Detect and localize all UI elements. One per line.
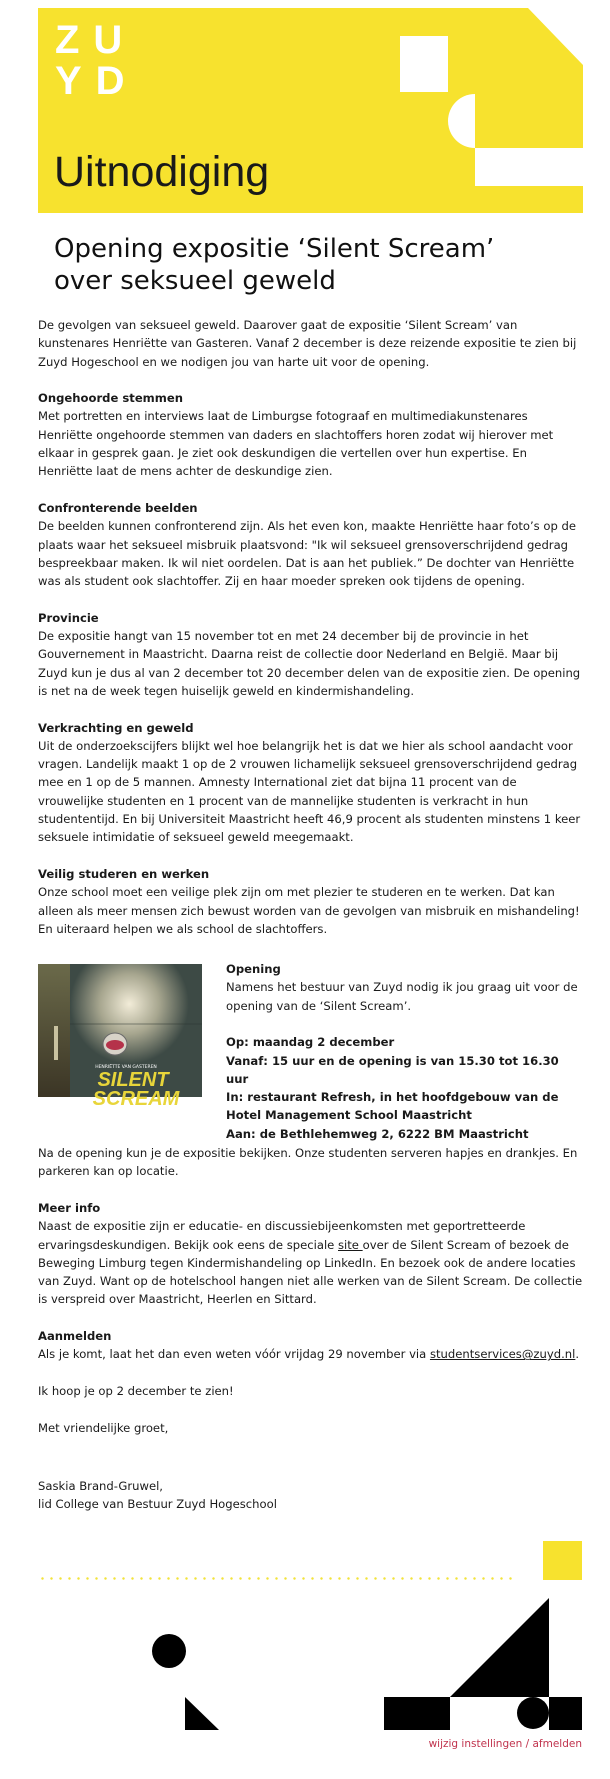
poster-artist-label: HENRIËTTE VAN GASTEREN xyxy=(95,1065,157,1071)
footer-link-separator: / xyxy=(522,1738,533,1750)
meer-info-text-before: Naast de expositie zijn er educatie- en discussiebijeenkomsten met geportretteerde ervaringsdeskundigen. Bekijk ook eens de speciale xyxy=(38,1219,526,1252)
section-text: Met portretten en interviews laat de Limburgse fotograaf en multimediakunstenares Henriëtte ongehoorde stemmen van daders en slachtoffers horen zodat wij hierover met elkaar in gesprek gaan. Je ziet ook deskundigen die vertellen over hun expertise. En Henriëtte laat de mens achter de deskundige zien. xyxy=(38,409,554,479)
footer-circle-icon xyxy=(152,1634,186,1668)
opening-address: Aan: de Bethlehemweg 2, 6222 BM Maastricht xyxy=(226,1126,529,1141)
section-text xyxy=(38,1345,583,1363)
closing-hope: Ik hoop je op 2 december te zien! xyxy=(38,1383,234,1398)
change-settings-link[interactable]: wijzig instellingen xyxy=(428,1738,523,1750)
decorative-square-icon xyxy=(400,36,448,92)
section-heading: Verkrachting en geweld xyxy=(38,720,194,735)
section-aanmelden xyxy=(38,1327,583,1364)
poster-door-handle xyxy=(54,1026,58,1060)
opening-date: Op: maandag 2 december xyxy=(226,1035,395,1050)
intro-paragraph: De gevolgen van seksueel geweld. Daarover gaat de expositie ‘Silent Scream’ van kunstenares Henriëtte van Gasteren. Vanaf 2 december is deze reizende expositie te zien bij Zuyd Hogeschool en we nodigen jou van harte uit voor de opening. xyxy=(38,318,577,369)
email-link[interactable]: studentservices@zuyd.nl xyxy=(429,1347,576,1362)
signature-role: lid College van Bestuur Zuyd Hogeschool xyxy=(38,1497,277,1512)
after-opening-paragraph: Na de opening kun je de expositie bekijken. Onze studenten serveren hapjes en drankjes. En parkeren kan op locatie. xyxy=(38,1146,578,1179)
opening-time: Vanaf: 15 uur en de opening is van 15.30 tot 16.30 uur xyxy=(226,1053,559,1086)
signature-name: Saskia Brand-Gruwel, xyxy=(38,1478,163,1493)
closing-greeting: Met vriendelijke groet, xyxy=(38,1420,169,1435)
section-heading: Confronterende beelden xyxy=(38,500,198,515)
page-title xyxy=(54,233,494,297)
footer-small-triangle-icon xyxy=(185,1697,219,1730)
page-title-line-1: Opening expositie ‘Silent Scream’ xyxy=(54,234,495,264)
section-heading: Veilig studeren en werken xyxy=(38,866,210,881)
poster-title-line-1: SILENT xyxy=(97,1069,169,1092)
footer-right-rect-icon xyxy=(549,1697,582,1730)
aanmelden-text-after: . xyxy=(575,1347,580,1362)
section-text: De expositie hangt van 15 november tot en met 24 december bij de provincie in het Gouvernement in Maastricht. Daarna reist de collectie door Nederland en België. Maar bij Zuyd kun je dus al van 2 december tot 20 december delen van de expositie zien. De opening is net na de week tegen huiselijk geweld en kindermishandeling. xyxy=(38,629,581,698)
meer-info-text-after: over de Silent Scream of bezoek de Beweging Limburg tegen Kindermishandeling op LinkedIn. En bezoek ook de andere locaties van Zuyd. Want op de hotelschool hangen niet alle werken van de Silent Scream. De collectie is verspreid over Maastricht, Heerlen en Sittard. xyxy=(38,1237,583,1307)
footer-left-rect-icon xyxy=(384,1697,450,1730)
header-banner xyxy=(38,8,583,213)
footer-large-triangle-icon xyxy=(450,1598,549,1697)
section-verkrachting-en-geweld xyxy=(38,719,583,847)
section-ongehoorde-stemmen xyxy=(38,389,583,480)
section-veilig-studeren xyxy=(38,865,583,938)
poster-art xyxy=(38,964,202,1111)
opening-text: Namens het bestuur van Zuyd nodig ik jou graag uit voor de opening van de ‘Silent Scream’. xyxy=(226,980,578,1013)
opening-heading: Opening xyxy=(226,962,281,977)
section-heading: Aanmelden xyxy=(38,1329,112,1344)
poster-title-line-2: SCREAM xyxy=(92,1088,180,1111)
section-text xyxy=(38,1217,583,1308)
section-confronterende-beelden xyxy=(38,499,583,590)
poster-lips xyxy=(106,1040,124,1050)
footer-graphic xyxy=(0,1580,610,1740)
header-title: Uitnodiging xyxy=(54,148,270,196)
opening-block xyxy=(38,960,583,1141)
aanmelden-text-before: Als je komt, laat het dan even weten vóór vrijdag 29 november via xyxy=(38,1347,430,1362)
opening-location: In: restaurant Refresh, in het hoofdgebouw van de Hotel Management School Maastricht xyxy=(226,1090,559,1123)
section-text: Onze school moet een veilige plek zijn om met plezier te studeren en te werken. Dat kan alleen als meer mensen zich bewust worden van de gevolgen van misbruik en mishandeling! En uiteraard helpen we als school de slachtoffers. xyxy=(38,885,580,936)
footer-small-circle-icon xyxy=(517,1697,549,1729)
decorative-notch-icon xyxy=(475,148,583,186)
page-title-line-2: over seksueel geweld xyxy=(54,266,336,296)
section-text: Uit de onderzoekscijfers blijkt wel hoe belangrijk het is dat we hier als school aandacht voor vragen. Landelijk maakt 1 op de 2 vrouwen lichamelijk seksueel grensoverschrijdend gedrag mee en 1 op de 5 mannen. Amnesty International ziet dat bijna 11 procent van de vrouwelijke studenten en 1 procent van de mannelijke studenten is verkracht in hun studententijd. En bij Universiteit Maastricht heeft 46,9 procent als studenten minstens 1 keer seksuele intimidatie of seksueel geweld meegemaakt. xyxy=(38,738,581,845)
unsubscribe-link[interactable]: afmelden xyxy=(532,1738,582,1750)
email-body xyxy=(38,316,583,1513)
logo-line-1: ZU xyxy=(55,18,137,62)
section-provincie xyxy=(38,609,583,700)
section-heading: Meer info xyxy=(38,1200,101,1215)
section-meer-info xyxy=(38,1199,583,1309)
site-link[interactable]: site xyxy=(338,1237,363,1252)
section-heading: Ongehoorde stemmen xyxy=(38,391,183,406)
section-text: De beelden kunnen confronterend zijn. Als het even kon, maakte Henriëtte haar foto’s op de plaats waar het seksueel misbruik plaatsvond: "Ik wil seksueel grensoverschrijdend gedrag bespreekbaar maken. Ik wil niet oordelen. Dat is aan het publiek.” De dochter van Henriëtte was als student ook slachtoffer. Zij en haar moeder spreken ook tijdens de opening. xyxy=(38,519,577,589)
opening-details xyxy=(226,960,583,1143)
logo-line-2: YD xyxy=(55,59,139,103)
footer-links xyxy=(429,1738,582,1750)
footer-yellow-square-icon xyxy=(543,1541,582,1580)
section-heading: Provincie xyxy=(38,610,99,625)
silent-scream-poster-image xyxy=(38,964,202,1111)
zuyd-logo xyxy=(55,20,139,102)
